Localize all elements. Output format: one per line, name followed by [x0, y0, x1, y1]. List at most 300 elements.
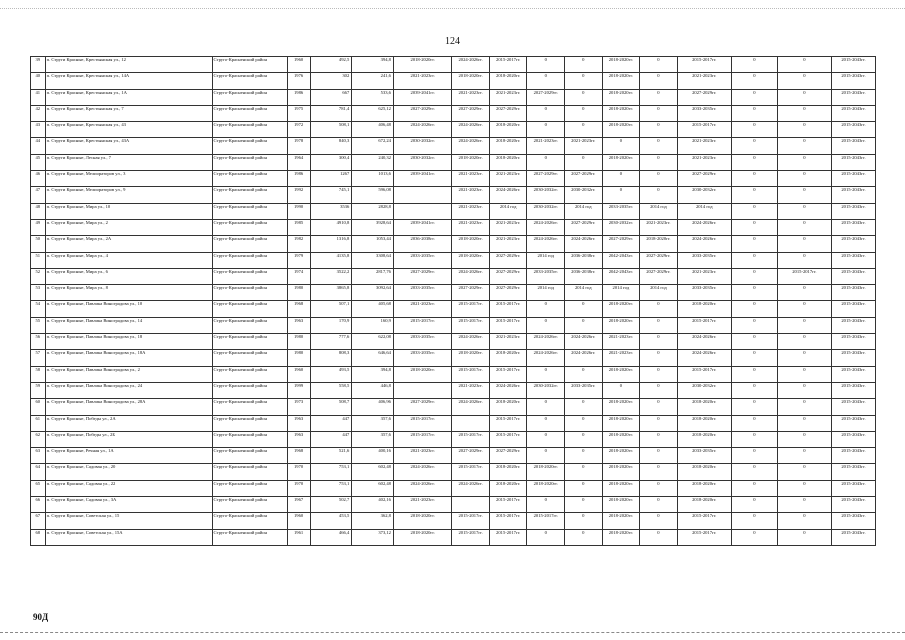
row-number: 68 [31, 529, 46, 545]
col4-cell: 2015-2017гг. [527, 513, 565, 529]
col5-cell: 0 [565, 513, 603, 529]
col2-cell: 2021-2023гг. [452, 203, 490, 219]
col7-cell: 2021-2023гг. [640, 219, 678, 235]
col11-cell: 2015-2043гг. [832, 73, 876, 89]
total-area-cell: 447 [310, 431, 352, 447]
col1-cell: 2021-2023гг. [393, 497, 451, 513]
year-cell: 1960 [287, 366, 310, 382]
total-area-cell: 492,5 [310, 57, 352, 73]
col1-cell: 2015-2017гг. [393, 415, 451, 431]
district-cell: Струго-Красненский район [212, 301, 287, 317]
living-area-cell: 602,48 [352, 464, 394, 480]
address-cell: п. Струги Красные, Садовая ул., 22 [45, 480, 212, 496]
district-cell: Струго-Красненский район [212, 268, 287, 284]
year-cell: 1980 [287, 334, 310, 350]
table-row [31, 285, 876, 301]
col8-cell: 2018-2020гг. [677, 399, 731, 415]
col5-cell: 0 [565, 448, 603, 464]
col9-cell: 0 [731, 89, 777, 105]
col8-cell: 2015-2017гг. [677, 529, 731, 545]
col6-cell: 0 [602, 382, 640, 398]
col7-cell: 0 [640, 529, 678, 545]
col5-cell: 0 [565, 431, 603, 447]
col1-cell: 2030-2032гг. [393, 138, 451, 154]
total-area-cell: 1267 [310, 171, 352, 187]
col6-cell: 2018-2020гг. [602, 57, 640, 73]
year-cell: 1980 [287, 350, 310, 366]
col8-cell: 2018-2020гг. [677, 415, 731, 431]
address-cell: п. Струги Красные, Мира ул., 2 [45, 219, 212, 235]
col11-cell: 2015-2043гг. [832, 219, 876, 235]
col1-cell: 2033-2035гг. [393, 252, 451, 268]
col3-cell: 2018-2020гг. [489, 138, 527, 154]
col4-cell: 2030-2032гг. [527, 203, 565, 219]
col4-cell: 2027-2029гг. [527, 89, 565, 105]
living-area-cell: 1013,6 [352, 171, 394, 187]
total-area-cell: 508,7 [310, 399, 352, 415]
col5-cell: 0 [565, 415, 603, 431]
col11-cell: 2015-2043гг. [832, 382, 876, 398]
col3-cell: 2027-2029гг. [489, 285, 527, 301]
district-cell: Струго-Красненский район [212, 334, 287, 350]
col2-cell: 2015-2017гг. [452, 529, 490, 545]
col5-cell: 2014 год [565, 285, 603, 301]
col3-cell: 2018-2020гг. [489, 122, 527, 138]
row-number: 62 [31, 431, 46, 447]
col2-cell: 2018-2020гг. [452, 350, 490, 366]
col10-cell: 0 [777, 252, 831, 268]
living-area-cell: 2828,8 [352, 203, 394, 219]
col3-cell: 2027-2029гг. [489, 448, 527, 464]
row-number: 53 [31, 285, 46, 301]
col2-cell: 2024-2026гг. [452, 399, 490, 415]
col8-cell: 2033-2035гг. [677, 105, 731, 121]
col5-cell: 0 [565, 529, 603, 545]
col8-cell: 2021-2023гг. [677, 73, 731, 89]
col3-cell: 2015-2017гг. [489, 301, 527, 317]
table-row [31, 268, 876, 284]
col1-cell: 2024-2026гг. [393, 480, 451, 496]
table-row [31, 219, 876, 235]
col10-cell: 0 [777, 57, 831, 73]
address-cell: п. Струги Красные, Садовая ул., 3А [45, 497, 212, 513]
total-area-cell: 4135,8 [310, 252, 352, 268]
col6-cell: 2030-2032гг. [602, 219, 640, 235]
col10-cell: 0 [777, 138, 831, 154]
district-cell: Струго-Красненский район [212, 513, 287, 529]
col8-cell: 2015-2017гг. [677, 122, 731, 138]
table-row [31, 236, 876, 252]
col8-cell: 2027-2029гг. [677, 89, 731, 105]
living-area-cell: 672,24 [352, 138, 394, 154]
col3-cell: 2015-2017гг. [489, 415, 527, 431]
living-area-cell: 646,64 [352, 350, 394, 366]
total-area-cell: 808,3 [310, 350, 352, 366]
col2-cell: 2018-2020гг. [452, 73, 490, 89]
total-area-cell: 781,4 [310, 105, 352, 121]
col10-cell: 0 [777, 105, 831, 121]
row-number: 48 [31, 203, 46, 219]
col11-cell: 2015-2043гг. [832, 529, 876, 545]
col3-cell: 2021-2023гг. [489, 236, 527, 252]
row-number: 52 [31, 268, 46, 284]
row-number: 43 [31, 122, 46, 138]
district-cell: Струго-Красненский район [212, 285, 287, 301]
district-cell: Струго-Красненский район [212, 57, 287, 73]
col9-cell: 0 [731, 285, 777, 301]
col2-cell: 2024-2026гг. [452, 268, 490, 284]
col6-cell: 2018-2020гг. [602, 513, 640, 529]
col3-cell: 2027-2029гг. [489, 252, 527, 268]
living-area-cell: 160,9 [352, 317, 394, 333]
col10-cell: 0 [777, 171, 831, 187]
row-number: 40 [31, 73, 46, 89]
col9-cell: 0 [731, 366, 777, 382]
col1-cell [393, 203, 451, 219]
col2-cell: 2018-2020гг. [452, 236, 490, 252]
address-cell: п. Струги Красные, Мира ул., 4 [45, 252, 212, 268]
col8-cell: 2033-2035гг. [677, 285, 731, 301]
col11-cell: 2015-2043гг. [832, 171, 876, 187]
col4-cell: 0 [527, 431, 565, 447]
col10-cell: 0 [777, 203, 831, 219]
col9-cell: 0 [731, 480, 777, 496]
col11-cell: 2015-2043гг. [832, 464, 876, 480]
row-number: 58 [31, 366, 46, 382]
col2-cell [452, 497, 490, 513]
table-row [31, 122, 876, 138]
row-number: 63 [31, 448, 46, 464]
address-cell: п. Струги Красные, Мелиораторов ул., 9 [45, 187, 212, 203]
total-area-cell: 447 [310, 415, 352, 431]
col5-cell: 2030-2032гг. [565, 187, 603, 203]
col11-cell: 2015-2043гг. [832, 105, 876, 121]
col6-cell: 2018-2020гг. [602, 154, 640, 170]
col5-cell: 0 [565, 73, 603, 89]
col11-cell: 2015-2043гг. [832, 187, 876, 203]
col3-cell: 2018-2020гг. [489, 154, 527, 170]
total-area-cell: 667 [310, 89, 352, 105]
col11-cell: 2015-2043гг. [832, 431, 876, 447]
row-number: 45 [31, 154, 46, 170]
address-cell: п. Струги Красные, Павлика Виноградова ул., 18А [45, 350, 212, 366]
address-cell: п. Струги Красные, Павлика Виноградова ул., 28А [45, 399, 212, 415]
col10-cell: 0 [777, 89, 831, 105]
year-cell: 1967 [287, 497, 310, 513]
living-area-cell: 394,8 [352, 57, 394, 73]
col1-cell: 2021-2023гг. [393, 73, 451, 89]
col10-cell: 0 [777, 301, 831, 317]
address-cell: п. Струги Красные, Павлика Виноградова ул., 2 [45, 366, 212, 382]
col4-cell: 2021-2023гг. [527, 138, 565, 154]
district-cell: Струго-Красненский район [212, 236, 287, 252]
col5-cell: 2024-2026гг. [565, 334, 603, 350]
col9-cell: 0 [731, 334, 777, 350]
col4-cell: 0 [527, 301, 565, 317]
year-cell: 1985 [287, 219, 310, 235]
col7-cell: 0 [640, 154, 678, 170]
col10-cell: 0 [777, 154, 831, 170]
district-cell: Струго-Красненский район [212, 382, 287, 398]
col8-cell: 2018-2020гг. [677, 301, 731, 317]
col9-cell: 0 [731, 301, 777, 317]
year-cell: 1968 [287, 301, 310, 317]
col5-cell: 2027-2029гг. [565, 171, 603, 187]
col7-cell: 0 [640, 334, 678, 350]
col6-cell: 0 [602, 187, 640, 203]
total-area-cell: 753,1 [310, 464, 352, 480]
col8-cell: 2024-2026гг. [677, 350, 731, 366]
table-row [31, 431, 876, 447]
col11-cell: 2015-2043гг. [832, 513, 876, 529]
table-row [31, 57, 876, 73]
col4-cell: 0 [527, 57, 565, 73]
col7-cell: 0 [640, 415, 678, 431]
year-cell: 1982 [287, 236, 310, 252]
address-cell: п. Струги Красные, Крестьянская ул., 12 [45, 57, 212, 73]
district-cell: Струго-Красненский район [212, 252, 287, 268]
col7-cell: 0 [640, 138, 678, 154]
col9-cell: 0 [731, 431, 777, 447]
year-cell: 1986 [287, 89, 310, 105]
col10-cell: 0 [777, 382, 831, 398]
table-row [31, 138, 876, 154]
address-cell: п. Струги Красные, Крестьянская ул., 14А [45, 73, 212, 89]
col10-cell: 0 [777, 431, 831, 447]
col5-cell: 2014 год [565, 203, 603, 219]
col4-cell: 2024-2026гг. [527, 334, 565, 350]
col4-cell: 0 [527, 529, 565, 545]
col9-cell: 0 [731, 154, 777, 170]
col7-cell: 2018-2020гг. [640, 236, 678, 252]
col9-cell: 0 [731, 464, 777, 480]
col6-cell: 0 [602, 138, 640, 154]
col4-cell: 0 [527, 105, 565, 121]
col4-cell: 0 [527, 448, 565, 464]
col11-cell: 2015-2043гг. [832, 497, 876, 513]
district-cell: Струго-Красненский район [212, 73, 287, 89]
col10-cell: 0 [777, 187, 831, 203]
col6-cell: 2042-2043гг. [602, 268, 640, 284]
col5-cell: 0 [565, 480, 603, 496]
col9-cell: 0 [731, 252, 777, 268]
col5-cell: 0 [565, 464, 603, 480]
col10-cell: 0 [777, 236, 831, 252]
col7-cell: 0 [640, 399, 678, 415]
col11-cell: 2015-2043гг. [832, 154, 876, 170]
living-area-cell: 373,12 [352, 529, 394, 545]
district-cell: Струго-Красненский район [212, 203, 287, 219]
col7-cell: 0 [640, 464, 678, 480]
col7-cell: 0 [640, 187, 678, 203]
col9-cell: 0 [731, 317, 777, 333]
row-number: 66 [31, 497, 46, 513]
col4-cell: 0 [527, 122, 565, 138]
col3-cell: 2027-2029гг. [489, 268, 527, 284]
row-number: 47 [31, 187, 46, 203]
col5-cell: 0 [565, 89, 603, 105]
col7-cell: 0 [640, 448, 678, 464]
col10-cell: 0 [777, 480, 831, 496]
col3-cell: 2015-2017гг. [489, 497, 527, 513]
col5-cell: 0 [565, 57, 603, 73]
col5-cell: 2036-2038гг. [565, 252, 603, 268]
living-area-cell: 357,6 [352, 415, 394, 431]
col8-cell: 2024-2026гг. [677, 334, 731, 350]
table-row [31, 350, 876, 366]
col5-cell: 0 [565, 154, 603, 170]
address-cell: п. Струги Красные, Победы ул., 2Б [45, 431, 212, 447]
col11-cell: 2015-2043гг. [832, 89, 876, 105]
col4-cell: 0 [527, 154, 565, 170]
col7-cell: 0 [640, 317, 678, 333]
col1-cell: 2024-2026гг. [393, 122, 451, 138]
table-row [31, 480, 876, 496]
year-cell: 1973 [287, 399, 310, 415]
col7-cell: 0 [640, 105, 678, 121]
col10-cell: 0 [777, 513, 831, 529]
total-area-cell: 745,1 [310, 187, 352, 203]
year-cell: 1963 [287, 431, 310, 447]
total-area-cell: 508,1 [310, 122, 352, 138]
table-row [31, 89, 876, 105]
address-cell: п. Струги Красные, Крестьянская ул., 43 [45, 122, 212, 138]
col8-cell: 2021-2023гг. [677, 154, 731, 170]
col2-cell: 2024-2026гг. [452, 480, 490, 496]
col3-cell: 2021-2023гг. [489, 334, 527, 350]
col6-cell: 2018-2020гг. [602, 431, 640, 447]
col7-cell: 0 [640, 480, 678, 496]
col7-cell: 0 [640, 73, 678, 89]
year-cell: 1999 [287, 382, 310, 398]
living-area-cell: 394,8 [352, 366, 394, 382]
col11-cell: 2015-2043гг. [832, 366, 876, 382]
row-number: 56 [31, 334, 46, 350]
year-cell: 1990 [287, 203, 310, 219]
col3-cell: 2027-2029гг. [489, 105, 527, 121]
col10-cell: 0 [777, 497, 831, 513]
living-area-cell: 400,16 [352, 448, 394, 464]
col2-cell: 2024-2026гг. [452, 334, 490, 350]
year-cell: 1986 [287, 171, 310, 187]
district-cell: Струго-Красненский район [212, 350, 287, 366]
col6-cell: 2021-2023гг. [602, 334, 640, 350]
col10-cell: 0 [777, 219, 831, 235]
col7-cell: 2014 год [640, 203, 678, 219]
district-cell: Струго-Красненский район [212, 154, 287, 170]
district-cell: Струго-Красненский район [212, 497, 287, 513]
living-area-cell: 596,08 [352, 187, 394, 203]
col6-cell: 2033-2035гг. [602, 203, 640, 219]
year-cell: 1992 [287, 187, 310, 203]
col8-cell: 2033-2035гг. [677, 252, 731, 268]
col1-cell: 2018-2020гг. [393, 366, 451, 382]
col4-cell: 0 [527, 317, 565, 333]
col7-cell: 0 [640, 301, 678, 317]
col1-cell: 2033-2035гг. [393, 285, 451, 301]
col6-cell: 2018-2020гг. [602, 122, 640, 138]
col6-cell: 2018-2020гг. [602, 399, 640, 415]
col11-cell: 2015-2043гг. [832, 285, 876, 301]
col9-cell: 0 [731, 268, 777, 284]
address-cell: п. Струги Красные, Победы ул., 2А [45, 415, 212, 431]
living-area-cell: 1053,44 [352, 236, 394, 252]
col11-cell: 2015-2043гг. [832, 57, 876, 73]
living-area-cell: 357,6 [352, 431, 394, 447]
district-cell: Струго-Красненский район [212, 448, 287, 464]
total-area-cell: 453,5 [310, 513, 352, 529]
col4-cell: 0 [527, 399, 565, 415]
col4-cell: 2024-2026гг. [527, 219, 565, 235]
district-cell: Струго-Красненский район [212, 187, 287, 203]
address-cell: п. Струги Красные, Советская ул., 15А [45, 529, 212, 545]
year-cell: 1978 [287, 138, 310, 154]
table-row [31, 187, 876, 203]
col2-cell: 2015-2017гг. [452, 366, 490, 382]
district-cell: Струго-Красненский район [212, 171, 287, 187]
district-cell: Струго-Красненский район [212, 529, 287, 545]
district-cell: Струго-Красненский район [212, 415, 287, 431]
living-area-cell: 402,16 [352, 497, 394, 513]
col1-cell: 2039-2041гг. [393, 89, 451, 105]
table-row [31, 105, 876, 121]
col6-cell: 0 [602, 171, 640, 187]
col1-cell [393, 187, 451, 203]
col7-cell: 0 [640, 497, 678, 513]
table-row [31, 203, 876, 219]
col6-cell: 2018-2020гг. [602, 529, 640, 545]
district-cell: Струго-Красненский район [212, 366, 287, 382]
total-area-cell: 302 [310, 73, 352, 89]
col3-cell: 2021-2023гг. [489, 171, 527, 187]
col9-cell: 0 [731, 448, 777, 464]
col8-cell: 2033-2035гг. [677, 448, 731, 464]
col3-cell: 2021-2023гг. [489, 219, 527, 235]
col8-cell: 2015-2017гг. [677, 57, 731, 73]
row-number: 41 [31, 89, 46, 105]
living-area-cell: 533,6 [352, 89, 394, 105]
col7-cell: 0 [640, 122, 678, 138]
col9-cell: 0 [731, 122, 777, 138]
col8-cell: 2018-2020гг. [677, 464, 731, 480]
total-area-cell: 507,1 [310, 301, 352, 317]
col3-cell: 2024-2026гг. [489, 382, 527, 398]
col10-cell: 0 [777, 334, 831, 350]
col3-cell: 2015-2017гг. [489, 529, 527, 545]
living-area-cell: 3092,64 [352, 285, 394, 301]
col2-cell: 2027-2029гг. [452, 285, 490, 301]
col11-cell: 2015-2043гг. [832, 399, 876, 415]
col2-cell: 2021-2023гг. [452, 187, 490, 203]
living-area-cell: 406,48 [352, 122, 394, 138]
living-area-cell: 362,8 [352, 513, 394, 529]
col1-cell: 2036-2038гг. [393, 236, 451, 252]
row-number: 55 [31, 317, 46, 333]
col3-cell: 2018-2020гг. [489, 399, 527, 415]
row-number: 64 [31, 464, 46, 480]
year-cell: 1975 [287, 105, 310, 121]
col6-cell: 2018-2020гг. [602, 317, 640, 333]
col10-cell: 2015-2017гг. [777, 268, 831, 284]
address-cell: п. Струги Красные, Садовая ул., 20 [45, 464, 212, 480]
address-cell: п. Струги Красные, Речная ул., 1А [45, 448, 212, 464]
col9-cell: 0 [731, 350, 777, 366]
top-scan-edge [0, 8, 905, 9]
col5-cell: 2036-2038гг. [565, 268, 603, 284]
col9-cell: 0 [731, 497, 777, 513]
col2-cell: 2021-2023гг. [452, 219, 490, 235]
col5-cell: 2027-2029гг. [565, 219, 603, 235]
